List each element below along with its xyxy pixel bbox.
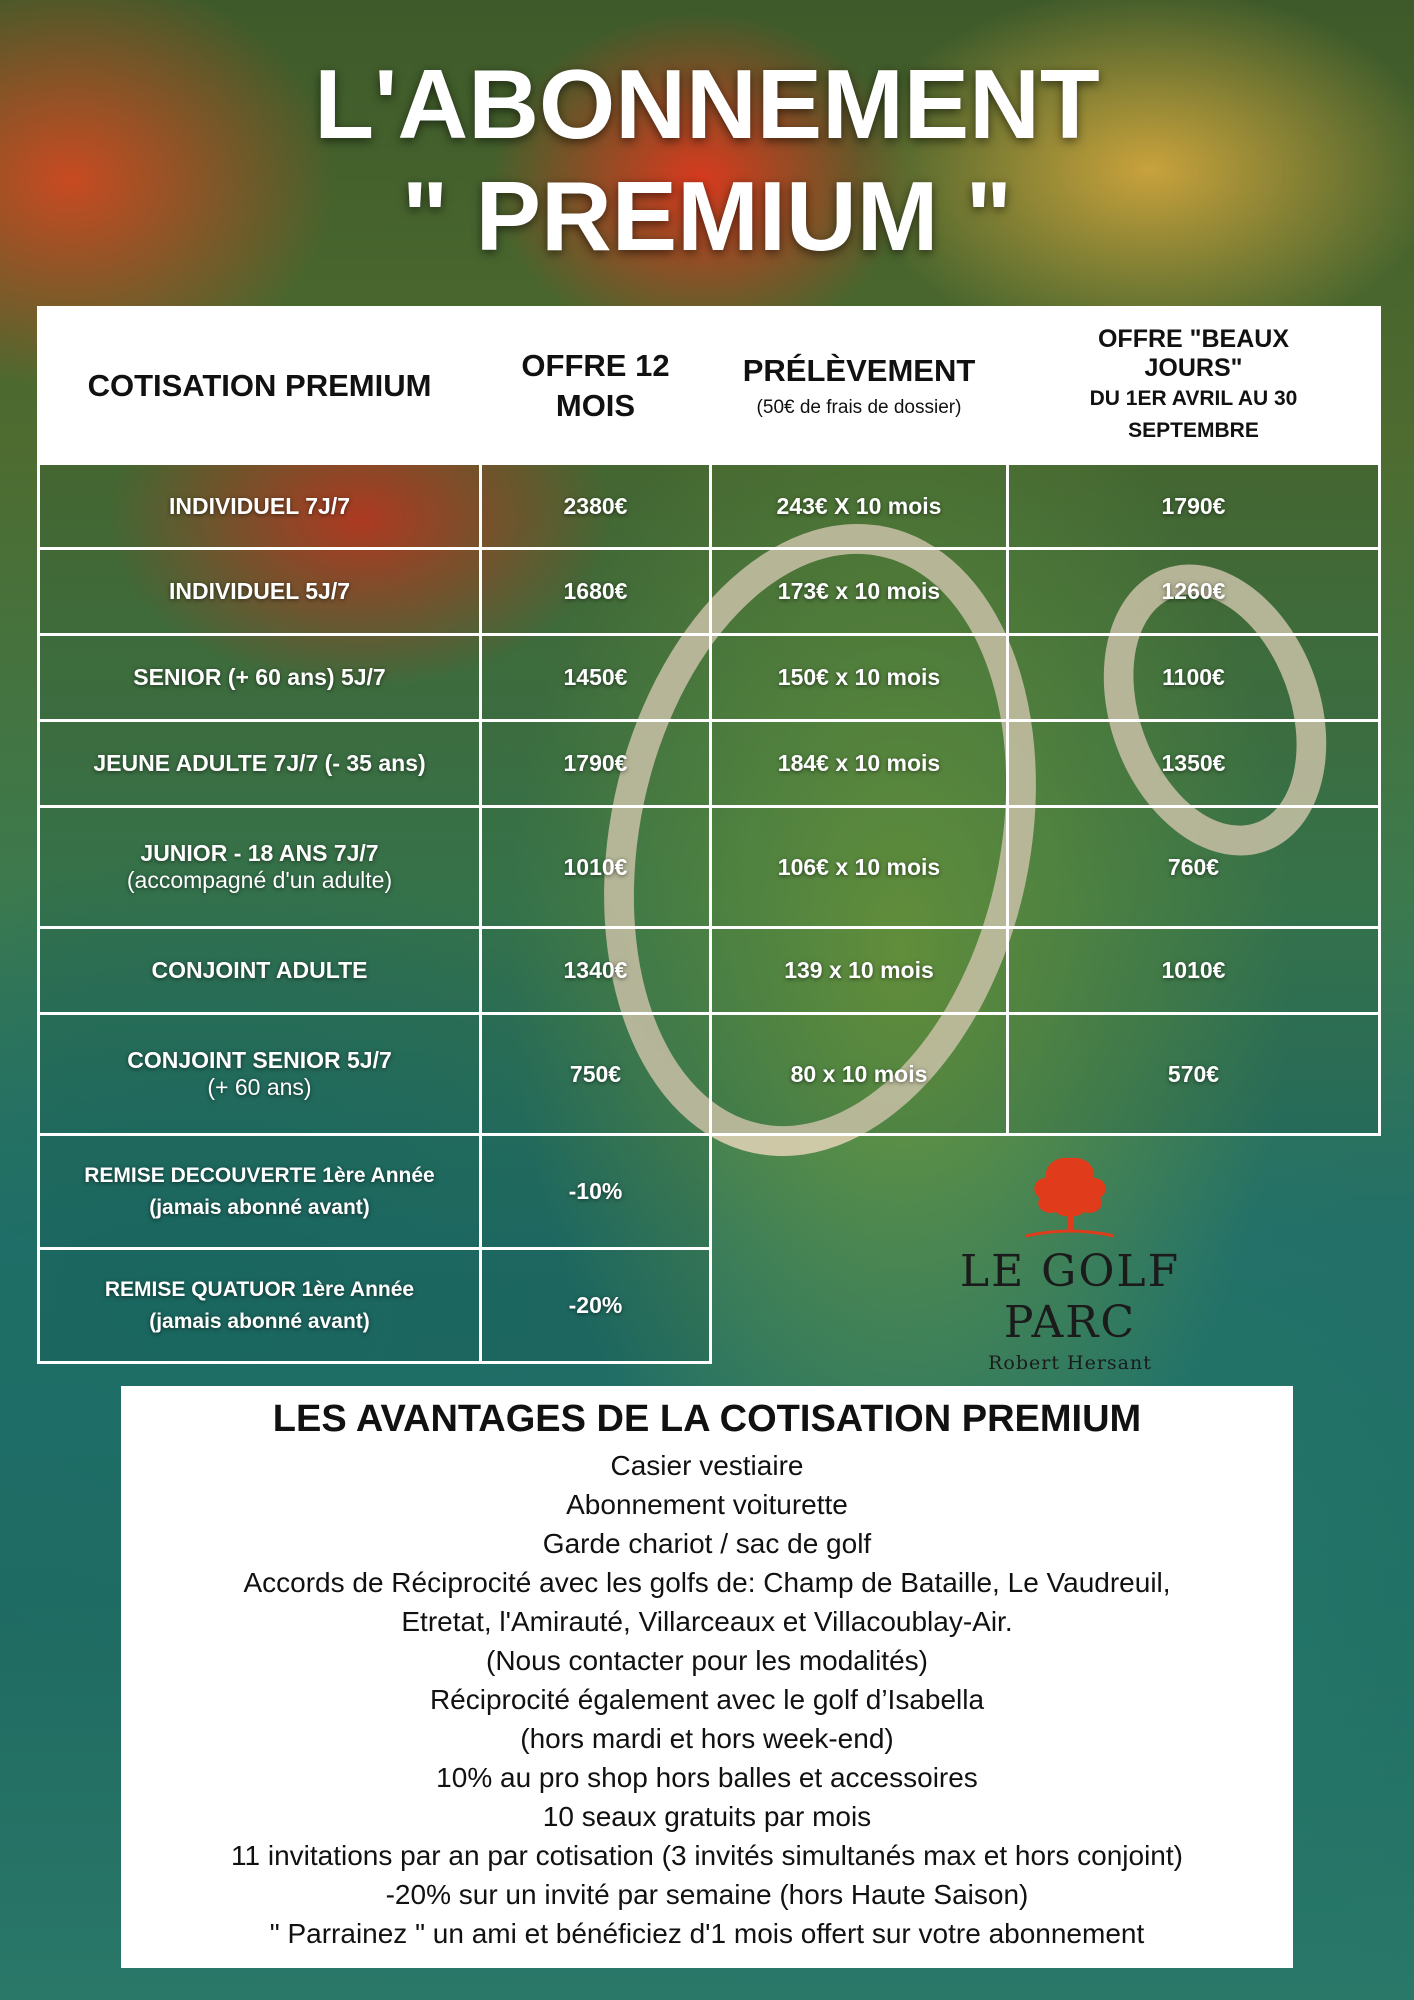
table-row: [39, 721, 1380, 807]
table-header-row: [39, 308, 1380, 464]
header-beaux-jours: OFFRE "BEAUX JOURS" DU 1ER AVRIL AU 30 SEPTEMBRE: [1008, 308, 1380, 464]
row-category: CONJOINT SENIOR 5J/7 (+ 60 ans): [39, 1014, 481, 1135]
row-beaux-jours: 1260€: [1008, 549, 1380, 635]
row-offre12: 1450€: [481, 635, 711, 721]
row-offre12: 2380€: [481, 464, 711, 549]
header-cotisation: COTISATION PREMIUM: [39, 308, 481, 464]
remise-value: -10%: [481, 1135, 711, 1249]
list-item: (hors mardi et hors week-end): [520, 1723, 894, 1754]
table-row: [39, 549, 1380, 635]
row-prelevement: 173€ x 10 mois: [711, 549, 1008, 635]
title-line-2: " PREMIUM ": [401, 161, 1013, 271]
row-category-sub: (accompagné d'un adulte): [126, 867, 393, 893]
list-item: " Parrainez " un ami et bénéficiez d'1 mois offert sur votre abonnement: [269, 1918, 1145, 1949]
row-category: JUNIOR - 18 ANS 7J/7 (accompagné d'un adulte): [39, 807, 481, 928]
list-item: Garde chariot / sac de golf: [542, 1528, 872, 1559]
title-line-1: L'ABONNEMENT: [314, 49, 1100, 159]
list-item: 11 invitations par an par cotisation (3 invités simultanés max et hors conjoint): [231, 1840, 1183, 1871]
row-offre12: 750€: [481, 1014, 711, 1135]
list-item: Abonnement voiturette: [566, 1489, 848, 1520]
row-offre12: 1680€: [481, 549, 711, 635]
page-title: [0, 48, 1414, 272]
row-category: INDIVIDUEL 5J/7: [39, 549, 481, 635]
list-item: 10% au pro shop hors balles et accessoires: [436, 1762, 978, 1793]
list-item: Accords de Réciprocité avec les golfs de: Champ de Bataille, Le Vaudreuil,: [243, 1567, 1171, 1598]
row-category-sub: (+ 60 ans): [207, 1074, 312, 1100]
row-beaux-jours: 1010€: [1008, 928, 1380, 1014]
row-beaux-jours: 760€: [1008, 807, 1380, 928]
logo-subtitle: Robert Hersant: [988, 1352, 1152, 1374]
row-beaux-jours: 1350€: [1008, 721, 1380, 807]
table-row: [39, 807, 1380, 928]
row-prelevement: 184€ x 10 mois: [711, 721, 1008, 807]
list-item: Réciprocité également avec le golf d’Isabella: [429, 1684, 985, 1715]
row-beaux-jours: 1100€: [1008, 635, 1380, 721]
remise-category: REMISE DECOUVERTE 1ère Année (jamais abonné avant): [39, 1135, 481, 1249]
row-offre12: 1340€: [481, 928, 711, 1014]
table-row: [39, 928, 1380, 1014]
row-offre12: 1790€: [481, 721, 711, 807]
row-category: JEUNE ADULTE 7J/7 (- 35 ans): [39, 721, 481, 807]
list-item: Casier vestiaire: [610, 1450, 804, 1481]
row-prelevement: 150€ x 10 mois: [711, 635, 1008, 721]
list-item: (Nous contacter pour les modalités): [486, 1645, 928, 1676]
row-offre12: 1010€: [481, 807, 711, 928]
table-row: [39, 464, 1380, 549]
row-category: SENIOR (+ 60 ans) 5J/7: [39, 635, 481, 721]
header-offre-12-mois: OFFRE 12 MOIS: [481, 308, 711, 464]
row-prelevement: 106€ x 10 mois: [711, 807, 1008, 928]
row-prelevement: 139 x 10 mois: [711, 928, 1008, 1014]
row-category: CONJOINT ADULTE: [39, 928, 481, 1014]
table-row: [39, 1014, 1380, 1135]
row-category: INDIVIDUEL 7J/7: [39, 464, 481, 549]
remise-category: REMISE QUATUOR 1ère Année (jamais abonné avant): [39, 1249, 481, 1363]
row-beaux-jours: 570€: [1008, 1014, 1380, 1135]
list-item: Etretat, l'Amirauté, Villarceaux et Villacoublay-Air.: [401, 1606, 1013, 1637]
benefits-title: LES AVANTAGES DE LA COTISATION PREMIUM: [272, 1398, 1142, 1440]
tree-icon: [1010, 1150, 1130, 1242]
golf-parc-logo: [890, 1150, 1250, 1374]
header-prelevement: PRÉLÈVEMENT (50€ de frais de dossier): [711, 308, 1008, 464]
benefits-list: [121, 1446, 1293, 1953]
list-item: 10 seaux gratuits par mois: [542, 1801, 872, 1832]
remise-value: -20%: [481, 1249, 711, 1363]
row-prelevement: 80 x 10 mois: [711, 1014, 1008, 1135]
row-beaux-jours: 1790€: [1008, 464, 1380, 549]
logo-name: LE GOLF PARC: [959, 1246, 1181, 1348]
list-item: -20% sur un invité par semaine (hors Haute Saison): [385, 1879, 1029, 1910]
benefits-panel: [121, 1386, 1293, 1968]
table-row: [39, 635, 1380, 721]
row-prelevement: 243€ X 10 mois: [711, 464, 1008, 549]
